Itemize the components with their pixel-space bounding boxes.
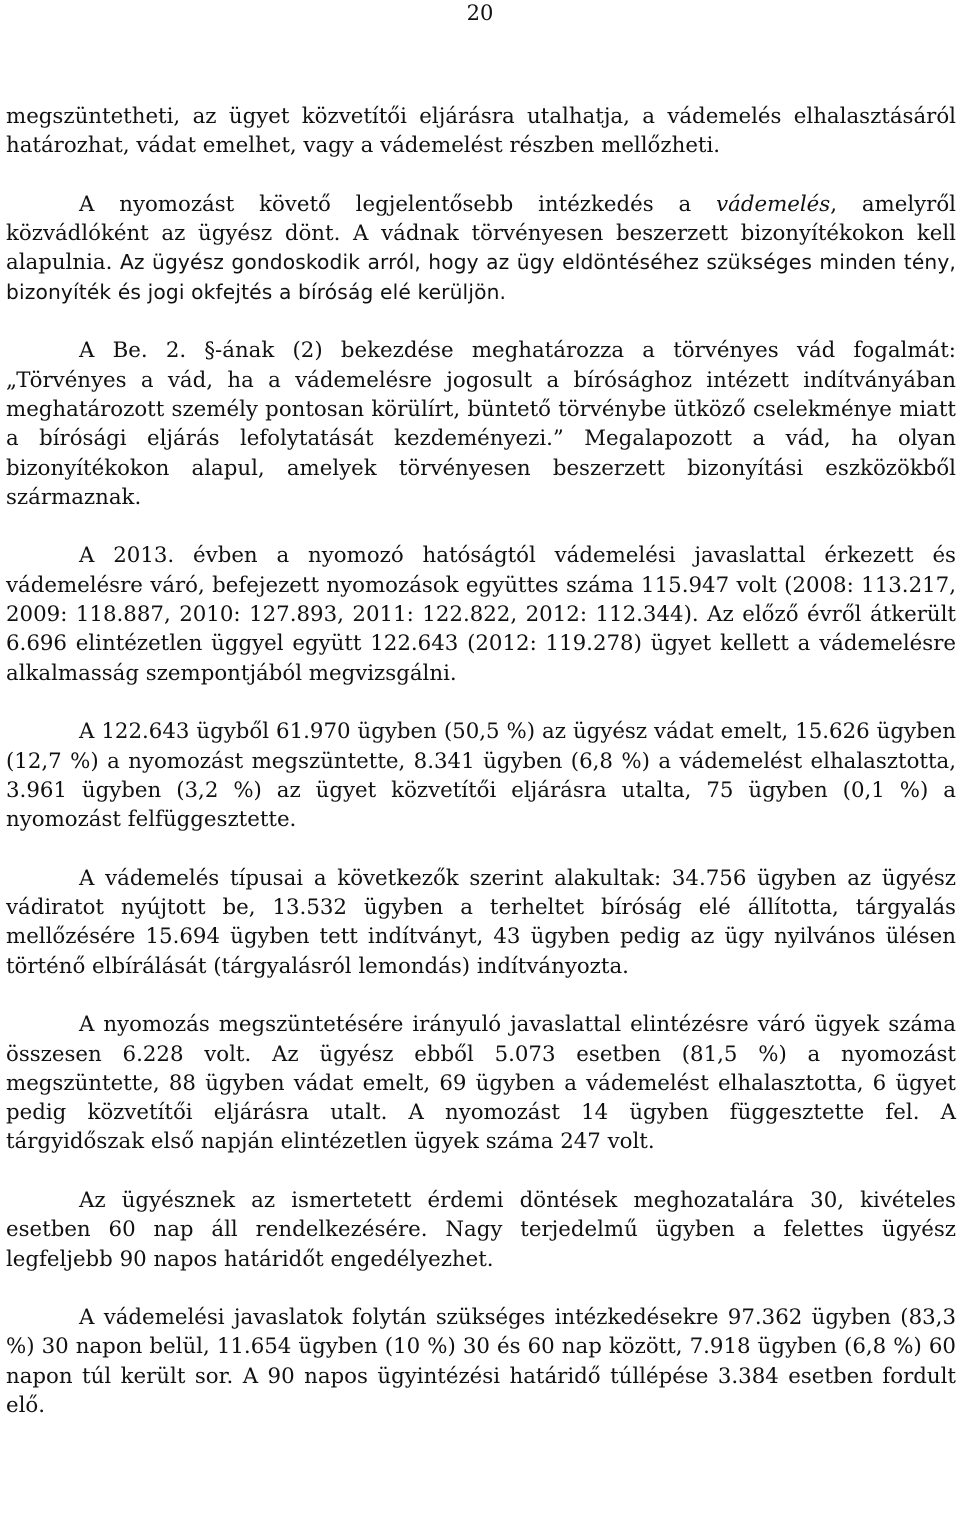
- paragraph-text: A Be. 2. §-ának (2) bekezdése meghatározza a törvényes vád fogalmát: „Törvényes a vád, ha a vádemelésre jogosult a bírósághoz intézett indítványában meghatározott személy pontosan körülírt, büntető törvénybe ütköző cselekménye miatt a bírósági eljárás lefolytatását kezdeményezi.” Megalapozott a vád, ha olyan bizonyítékokon alapul, amelyek törvényesen beszerzett bizonyítási eszközökből származnak.: [6, 338, 956, 510]
- italic-term: vádemelés: [716, 191, 831, 217]
- paragraph-text: A vádemelési javaslatok folytán szükséges intézkedésekre 97.362 ügyben (83,3 %) 30 napon belül, 11.654 ügyben (10 %) 30 és 60 nap között, 7.918 ügyben (6,8 %) 60 napon túl került sor. A 90 napos ügyintézési határidő túllépése 3.384 esetben fordult elő.: [6, 1305, 956, 1419]
- paragraph: [6, 541, 956, 687]
- page-number: 20: [466, 1, 494, 25]
- paragraph: [6, 864, 956, 981]
- paragraph-text: A 2013. évben a nyomozó hatóságtól vádemelési javaslattal érkezett és vádemelésre váró, befejezett nyomozások együttes száma 115.947 volt (2008: 113.217, 2009: 118.887, 2010: 127.893, 2011: 122.822, 2012: 112.344). Az előző évről átkerült 6.696 elintézetlen üggyel együtt 122.643 (2012: 119.278) ügyet kellett a vádemelésre alkalmasság szempontjából megvizsgálni.: [6, 543, 956, 686]
- paragraph-text: A nyomozás megszüntetésére irányuló javaslattal elintézésre váró ügyek száma összesen 6.228 volt. Az ügyész ebből 5.073 esetben (81,5 %) a nyomozást megszüntette, 88 ügyben vádat emelt, 69 ügyben a vádemelést elhalasztotta, 6 ügyet pedig közvetítői eljárásra utalt. A nyomozást 14 ügyben függesztette fel. A tárgyidőszak első napján elintézetlen ügyek száma 247 volt.: [6, 1012, 956, 1155]
- paragraph: [6, 717, 956, 834]
- paragraph-text: A vádemelés típusai a következők szerint alakultak: 34.756 ügyben az ügyész vádiratot nyújtott be, 13.532 ügyben a terheltet bíróság elé állította, tárgyalás mellőzésére 15.694 ügyben tett indítványt, 43 ügyben pedig az ügy nyilvános ülésen történő elbírálását (tárgyalásról lemondás) indítványozta.: [6, 865, 956, 979]
- paragraph-text: , amelyről közvádlóként az ügyész dönt. A vádnak törvényesen beszerzett bizonyítékokon kell alapulnia.: [6, 191, 956, 276]
- paragraph: [6, 1303, 956, 1420]
- paragraph: [6, 1010, 956, 1156]
- paragraph-text: megszüntetheti, az ügyet közvetítői eljárásra utalhatja, a vádemelés elhalasztásáról határozhat, vádat emelhet, vagy a vádemelést részben mellőzheti.: [6, 104, 956, 159]
- paragraph-text: A 122.643 ügyből 61.970 ügyben (50,5 %) az ügyész vádat emelt, 15.626 ügyben (12,7 %) a nyomozást megszüntette, 8.341 ügyben (6,8 %) a vádemelést elhalasztotta, 3.961 ügyben (3,2 %) az ügyet közvetítői eljárásra utalta, 75 ügyben (0,1 %) a nyomozást felfüggesztette.: [6, 719, 956, 833]
- document-body: [6, 102, 956, 1450]
- paragraph: [6, 336, 956, 512]
- paragraph-text: A nyomozást követő legjelentősebb intézkedés a: [79, 191, 717, 217]
- sans-serif-sentence: Az ügyész gondoskodik arról, hogy az ügy eldöntéséhez szükséges minden tény, bizonyíték és jogi okfejtés a bíróság elé kerüljön.: [6, 250, 956, 304]
- paragraph-text: Az ügyésznek az ismertetett érdemi döntések meghozatalára 30, kivételes esetben 60 nap áll rendelkezésére. Nagy terjedelmű ügyben a felettes ügyész legfeljebb 90 napos határidőt engedélyezhet.: [6, 1187, 956, 1272]
- paragraph: [6, 102, 956, 161]
- paragraph: [6, 190, 956, 307]
- paragraph: [6, 1186, 956, 1274]
